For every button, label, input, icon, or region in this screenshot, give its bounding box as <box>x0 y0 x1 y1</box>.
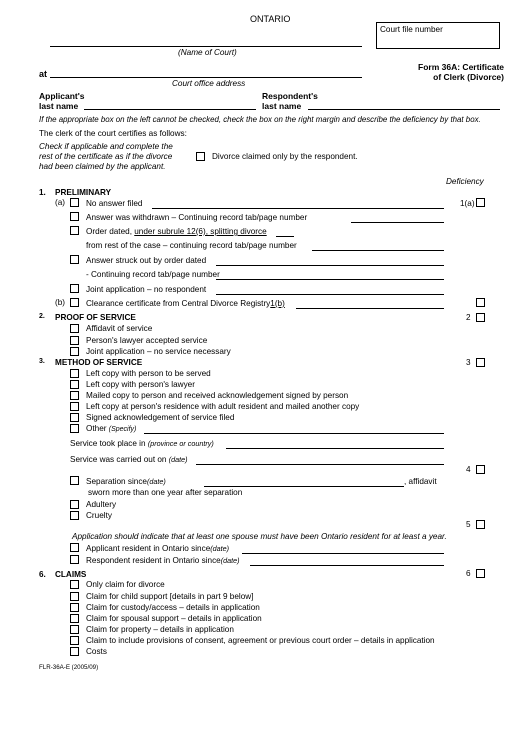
respondent-resident-line[interactable] <box>250 565 444 566</box>
box-instruction: If the appropriate box on the left cannot be checked, check the box on the right margin and describe the deficiency by that box. <box>39 115 481 124</box>
section1-number: 1. <box>39 188 46 197</box>
deficiency-4-label: 4 <box>466 465 471 474</box>
respondent-label-2: last name <box>262 101 302 111</box>
applicant-resident-hint: (date) <box>210 544 230 553</box>
claim-4-label: Claim for spousal support – details in application <box>86 614 262 623</box>
method-2-label: Left copy with person's lawyer <box>86 380 195 389</box>
joint-no-service-checkbox[interactable] <box>70 347 79 356</box>
section1-b-label: (b) <box>55 298 66 307</box>
section1-title: PRELIMINARY <box>55 188 112 197</box>
answer-struck-label: Answer struck out by order dated <box>86 256 207 265</box>
method-1-checkbox[interactable] <box>70 369 79 378</box>
applicant-resident-text: Applicant resident in Ontario since <box>86 544 211 553</box>
sworn-line: sworn more than one year after separation <box>88 488 243 497</box>
cruelty-label: Cruelty <box>86 511 112 520</box>
method-2-checkbox[interactable] <box>70 380 79 389</box>
other-text: Other <box>86 424 107 433</box>
service-place-text: Service took place in <box>70 439 146 448</box>
claim-6-label: Claim to include provisions of consent, agreement or previous court order – details in application <box>86 636 435 645</box>
deficiency-5-checkbox[interactable] <box>476 520 485 529</box>
service-date-label <box>70 455 188 464</box>
form-code: FLR-36A-E (2005/09) <box>39 664 99 671</box>
applicant-label-1: Applicant's <box>39 91 85 101</box>
clearance-line[interactable] <box>296 308 444 309</box>
service-date-line[interactable] <box>196 464 444 465</box>
section6-number: 6. <box>39 570 46 579</box>
answer-withdrawn-label: Answer was withdrawn – Continuing record tab/page number <box>86 213 308 222</box>
respondent-resident-label <box>86 556 240 565</box>
claim-7-label: Costs <box>86 647 107 656</box>
court-address-caption: Court office address <box>172 79 246 88</box>
form-title-line2: of Clerk (Divorce) <box>433 72 504 82</box>
service-date-hint: (date) <box>168 455 188 464</box>
applicant-resident-line[interactable] <box>242 553 444 554</box>
respondent-resident-text: Respondent resident in Ontario since <box>86 556 221 565</box>
respondent-note-3: had been claimed by the applicant. <box>39 162 166 171</box>
continuing-record-label: - Continuing record tab/page number <box>86 270 220 279</box>
separation-hint: (date) <box>147 477 166 486</box>
method-4-checkbox[interactable] <box>70 402 79 411</box>
claim-6-checkbox[interactable] <box>70 636 79 645</box>
court-name-field[interactable] <box>50 46 362 47</box>
deficiency-1a-label: 1(a) <box>460 199 475 208</box>
respondent-only-label: Divorce claimed only by the respondent. <box>212 152 358 161</box>
method-3-label: Mailed copy to person and received acknowledgement signed by person <box>86 391 349 400</box>
deficiency-header: Deficiency <box>446 177 484 186</box>
claim-1-checkbox[interactable] <box>70 580 79 589</box>
joint-application-checkbox[interactable] <box>70 284 79 293</box>
answer-withdrawn-checkbox[interactable] <box>70 212 79 221</box>
claim-3-label: Claim for custody/access – details in application <box>86 603 260 612</box>
certifies-text: The clerk of the court certifies as follows: <box>39 129 187 138</box>
method-1-label: Left copy with person to be served <box>86 369 211 378</box>
method-5-checkbox[interactable] <box>70 413 79 422</box>
separation-checkbox[interactable] <box>70 476 79 485</box>
service-date-text: Service was carried out on <box>70 455 167 464</box>
order-dated-underlined: under subrule 12(6), splitting divorce <box>134 227 267 236</box>
respondent-only-checkbox[interactable] <box>196 152 205 161</box>
no-answer-checkbox[interactable] <box>70 198 79 207</box>
claim-4-checkbox[interactable] <box>70 614 79 623</box>
residency-note: Application should indicate that at least one spouse must have been Ontario resident for at least a year. <box>72 532 447 541</box>
affidavit-service-checkbox[interactable] <box>70 324 79 333</box>
form-title-line1: Form 36A: Certificate <box>418 62 504 72</box>
no-answer-line[interactable] <box>152 208 444 209</box>
deficiency-1a-checkbox[interactable] <box>476 198 485 207</box>
service-place-label <box>70 439 214 448</box>
order-dated-label <box>86 227 267 236</box>
section3-number: 3. <box>39 358 45 365</box>
section1-a-label: (a) <box>55 198 66 207</box>
respondent-label-1: Respondent's <box>262 91 318 101</box>
adultery-label: Adultery <box>86 500 117 509</box>
separation-text: Separation since <box>86 477 147 486</box>
affidavit-service-label: Affidavit of service <box>86 324 153 333</box>
claim-2-checkbox[interactable] <box>70 592 79 601</box>
affidavit-suffix: , affidavit <box>404 477 437 486</box>
separation-date-line[interactable] <box>204 486 404 487</box>
claim-2-label: Claim for child support [details in part 9 below] <box>86 592 254 601</box>
deficiency-2-checkbox[interactable] <box>476 313 485 322</box>
court-file-number-box[interactable] <box>376 22 500 49</box>
at-label: at <box>39 69 48 79</box>
applicant-resident-label <box>86 544 229 553</box>
joint-no-service-label: Joint application – no service necessary <box>86 347 231 356</box>
method-other-checkbox[interactable] <box>70 424 79 433</box>
applicant-label-2: last name <box>39 101 79 111</box>
clearance-label <box>86 299 285 308</box>
answer-withdrawn-line[interactable] <box>351 222 444 223</box>
other-specify-line[interactable] <box>144 433 444 434</box>
service-place-line[interactable] <box>226 448 444 449</box>
lawyer-accepted-label: Person's lawyer accepted service <box>86 336 208 345</box>
answer-struck-line[interactable] <box>216 265 444 266</box>
deficiency-4-checkbox[interactable] <box>476 465 485 474</box>
order-dated-line[interactable] <box>276 236 294 237</box>
service-place-hint: (province or country) <box>147 439 214 448</box>
clearance-underlined: 1(b) <box>270 299 285 308</box>
deficiency-6-label: 6 <box>466 569 471 578</box>
court-name-caption: (Name of Court) <box>178 48 237 57</box>
lawyer-accepted-checkbox[interactable] <box>70 336 79 345</box>
order-dated-prefix: Order dated, <box>86 227 135 236</box>
respondent-name-field[interactable] <box>308 109 500 110</box>
deficiency-6-checkbox[interactable] <box>476 569 485 578</box>
order-dated-checkbox[interactable] <box>70 226 79 235</box>
claim-5-checkbox[interactable] <box>70 625 79 634</box>
section2-title: PROOF OF SERVICE <box>55 313 136 322</box>
adultery-checkbox[interactable] <box>70 500 79 509</box>
clearance-prefix: Clearance certificate from Central Divorce Registry <box>86 299 271 308</box>
claim-7-checkbox[interactable] <box>70 647 79 656</box>
deficiency-1b-checkbox[interactable] <box>476 298 485 307</box>
deficiency-2-label: 2 <box>466 313 471 322</box>
answer-struck-checkbox[interactable] <box>70 255 79 264</box>
method-4-label: Left copy at person's residence with adult resident and mailed another copy <box>86 402 360 411</box>
separation-label <box>86 477 166 486</box>
section6-title: CLAIMS <box>55 570 87 579</box>
method-3-checkbox[interactable] <box>70 391 79 400</box>
joint-application-label: Joint application – no respondent <box>86 285 207 294</box>
claim-5-label: Claim for property – details in application <box>86 625 234 634</box>
deficiency-3-checkbox[interactable] <box>476 358 485 367</box>
section3-title: METHOD OF SERVICE <box>55 358 143 367</box>
joint-application-line[interactable] <box>216 294 444 295</box>
claim-1-label: Only claim for divorce <box>86 580 165 589</box>
method-5-label: Signed acknowledgement of service filed <box>86 413 235 422</box>
deficiency-3-label: 3 <box>466 358 471 367</box>
respondent-note-1: Check if applicable and complete the <box>39 142 173 151</box>
court-address-field[interactable] <box>50 77 362 78</box>
province-label: ONTARIO <box>250 14 291 24</box>
section2-number: 2. <box>39 313 45 320</box>
from-rest-line[interactable] <box>312 250 444 251</box>
claim-3-checkbox[interactable] <box>70 603 79 612</box>
deficiency-5-label: 5 <box>466 520 471 529</box>
applicant-resident-checkbox[interactable] <box>70 543 79 552</box>
respondent-resident-checkbox[interactable] <box>70 555 79 564</box>
continuing-record-line[interactable] <box>216 279 444 280</box>
respondent-note-2: rest of the certificate as if the divorce <box>39 152 173 161</box>
no-answer-label: No answer filed <box>86 199 143 208</box>
method-other-label <box>86 424 136 433</box>
court-file-label: Court file number <box>380 25 443 34</box>
cruelty-checkbox[interactable] <box>70 511 79 520</box>
other-specify-hint: (Specify) <box>108 426 137 433</box>
clearance-checkbox[interactable] <box>70 298 79 307</box>
respondent-resident-hint: (date) <box>220 556 240 565</box>
from-rest-label: from rest of the case – continuing record tab/page number <box>86 241 297 250</box>
applicant-name-field[interactable] <box>84 109 256 110</box>
